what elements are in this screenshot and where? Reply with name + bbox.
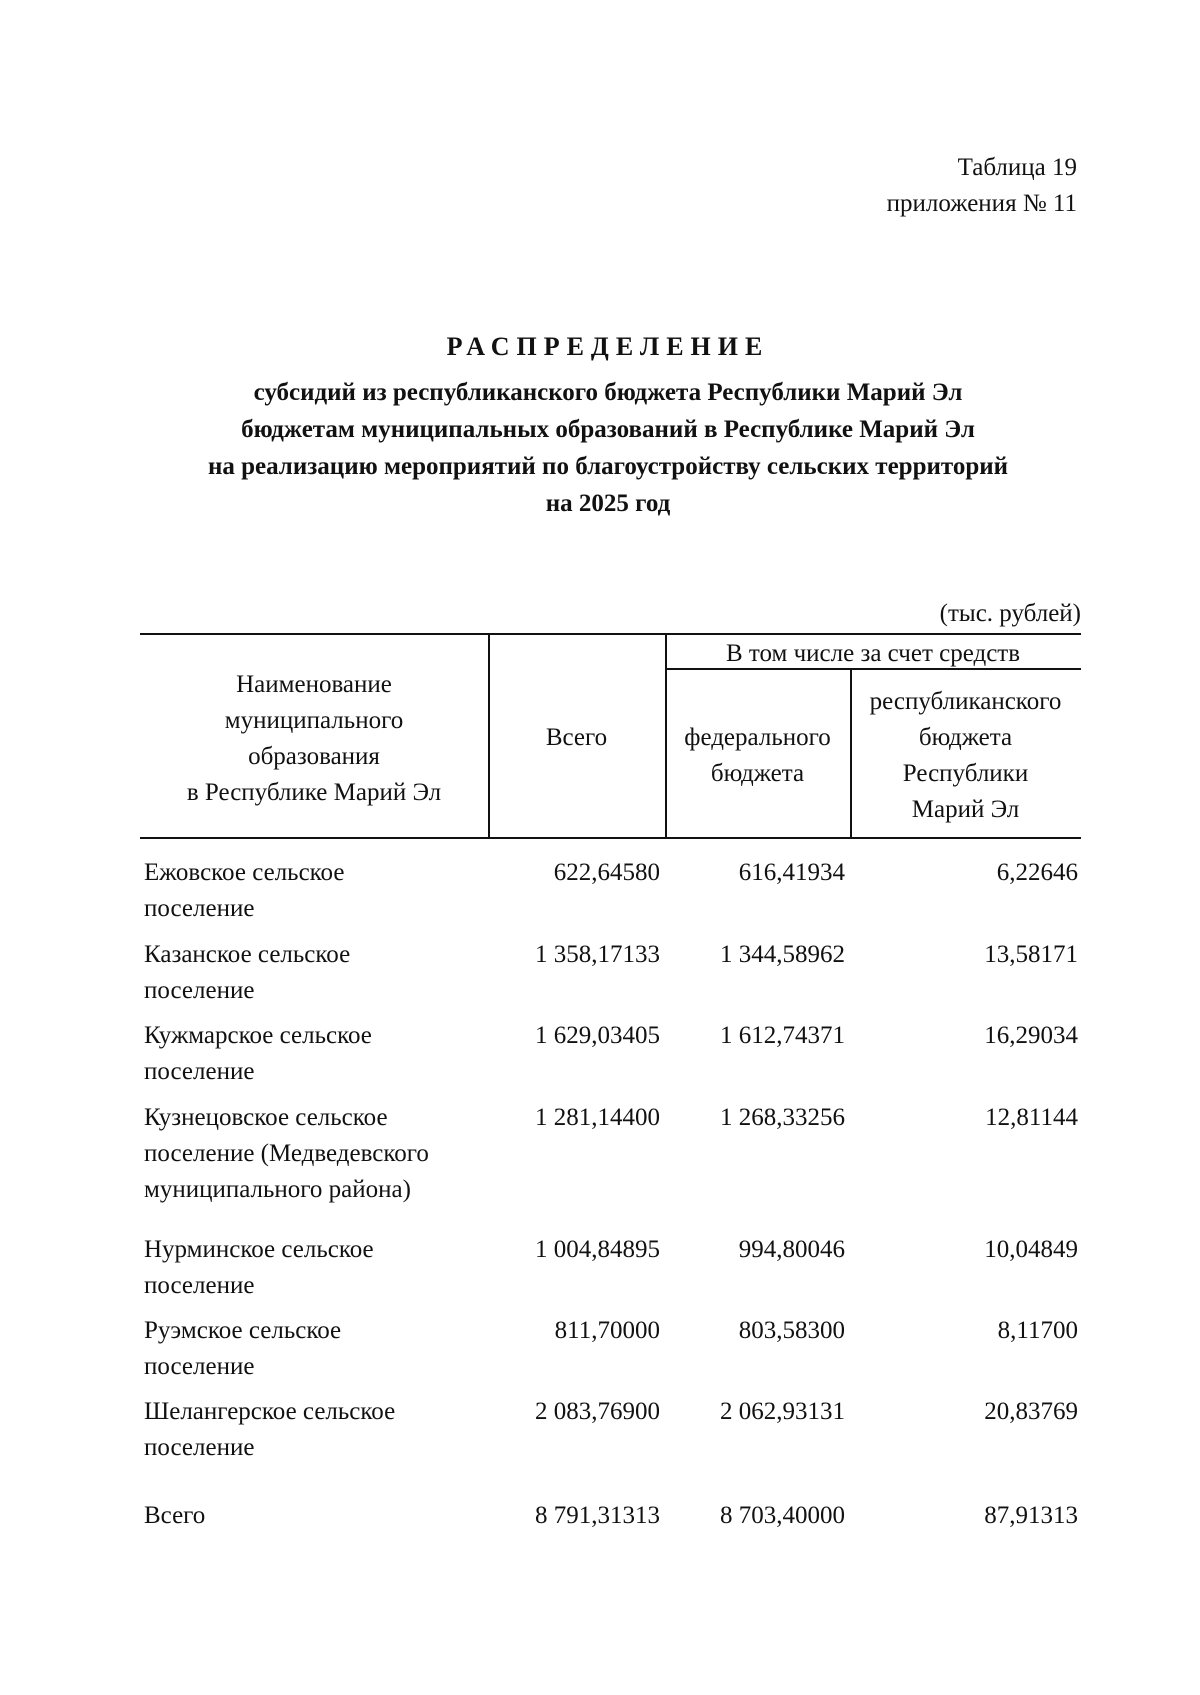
federal-amount: 8 703,40000 xyxy=(720,1502,845,1529)
subtitle-line: на 2025 год xyxy=(545,490,671,517)
name-line: Шелангерское сельское xyxy=(144,1398,396,1425)
total-amount: 811,70000 xyxy=(554,1317,660,1344)
header-line: муниципального xyxy=(224,707,404,734)
header-group: В том числе за счет средств xyxy=(725,640,1021,667)
table-top-rule xyxy=(140,633,1081,635)
document-subtitle xyxy=(0,374,1200,522)
appendix-number: приложения № 11 xyxy=(886,190,1077,217)
document-heading: РАСПРЕДЕЛЕНИЕ xyxy=(446,332,770,361)
name-line: Кузнецовское сельское xyxy=(144,1104,388,1131)
name-line: поселение xyxy=(144,977,255,1004)
name-line: Казанское сельское xyxy=(144,941,351,968)
name-line: поселение xyxy=(144,1058,255,1085)
name-line: муниципального района) xyxy=(144,1176,411,1203)
total-amount: 1 358,17133 xyxy=(535,941,660,968)
total-amount: 2 083,76900 xyxy=(535,1398,660,1425)
municipality-name xyxy=(144,1100,484,1208)
municipality-name xyxy=(144,1394,484,1466)
total-amount: 1 004,84895 xyxy=(535,1236,660,1263)
header-line: республиканского xyxy=(869,688,1062,715)
federal-amount: 616,41934 xyxy=(738,859,845,886)
header-name xyxy=(140,667,488,811)
federal-amount: 1 344,58962 xyxy=(720,941,845,968)
name-line: поселение xyxy=(144,1353,255,1380)
header-line: Наименование xyxy=(236,671,392,698)
header-line: образования xyxy=(248,743,380,770)
total-amount: 622,64580 xyxy=(553,859,660,886)
municipality-name xyxy=(144,1232,484,1304)
name-line: Кужмарское сельское xyxy=(144,1022,372,1049)
total-amount: 1 281,14400 xyxy=(535,1104,660,1131)
total-amount: 8 791,31313 xyxy=(535,1502,660,1529)
name-line: Руэмское сельское xyxy=(144,1317,342,1344)
republic-amount: 8,11700 xyxy=(997,1317,1078,1344)
header-line: Марий Эл xyxy=(911,796,1020,823)
republic-amount: 13,58171 xyxy=(984,941,1078,968)
municipality-name xyxy=(144,937,484,1009)
republic-amount: 20,83769 xyxy=(984,1398,1078,1425)
name-line: поселение xyxy=(144,1272,255,1299)
name-line: Нурминское сельское xyxy=(144,1236,374,1263)
header-line: Республики xyxy=(902,760,1029,787)
municipality-name xyxy=(144,855,484,927)
federal-amount: 2 062,93131 xyxy=(720,1398,845,1425)
header-line: в Республике Марий Эл xyxy=(186,779,442,806)
republic-amount: 12,81144 xyxy=(985,1104,1078,1131)
name-line: поселение (Медведевского xyxy=(144,1140,429,1167)
municipality-name xyxy=(144,1498,484,1534)
subtitle-line: субсидий из республиканского бюджета Республики Марий Эл xyxy=(253,379,963,406)
republic-amount: 10,04849 xyxy=(984,1236,1078,1263)
subtitle-line: на реализацию мероприятий по благоустройству сельских территорий xyxy=(207,453,1009,480)
appendix-reference xyxy=(887,150,1077,222)
federal-amount: 803,58300 xyxy=(738,1317,845,1344)
federal-amount: 1 612,74371 xyxy=(720,1022,845,1049)
name-line: поселение xyxy=(144,1434,255,1461)
name-line: Ежовское сельское xyxy=(144,859,345,886)
total-amount: 1 629,03405 xyxy=(535,1022,660,1049)
federal-amount: 994,80046 xyxy=(738,1236,845,1263)
municipality-name xyxy=(144,1313,484,1385)
header-line: федерального xyxy=(684,724,831,751)
header-total: Всего xyxy=(545,724,608,751)
name-line: поселение xyxy=(144,895,255,922)
header-line: бюджета xyxy=(710,760,805,787)
header-line: бюджета xyxy=(918,724,1013,751)
units-label: (тыс. рублей) xyxy=(939,600,1081,627)
header-bottom-rule xyxy=(140,837,1081,839)
name-line: Всего xyxy=(144,1502,206,1529)
table-number: Таблица 19 xyxy=(957,154,1077,181)
republic-amount: 16,29034 xyxy=(984,1022,1078,1049)
subtitle-line: бюджетам муниципальных образований в Республике Марий Эл xyxy=(241,416,975,443)
header-republic xyxy=(850,684,1081,828)
republic-amount: 87,91313 xyxy=(984,1502,1078,1529)
municipality-name xyxy=(144,1018,484,1090)
federal-amount: 1 268,33256 xyxy=(720,1104,845,1131)
header-federal xyxy=(665,720,850,792)
republic-amount: 6,22646 xyxy=(996,859,1078,886)
